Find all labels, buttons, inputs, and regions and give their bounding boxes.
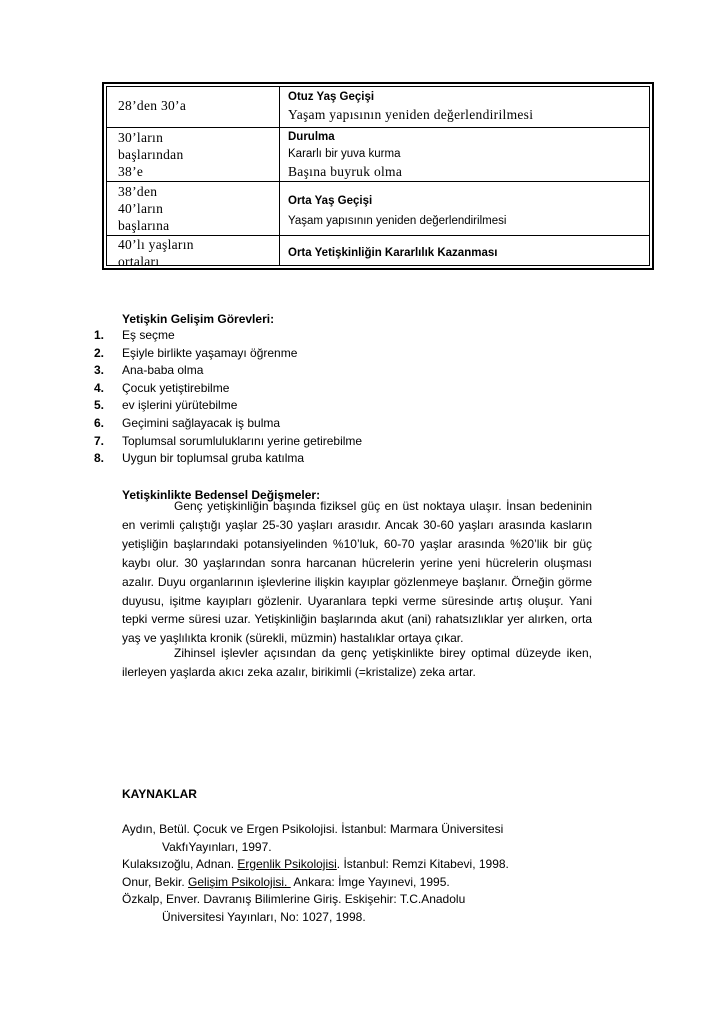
- reference-entry: [122, 821, 582, 856]
- stage-cell: [288, 245, 643, 262]
- list-number: 6.: [94, 415, 105, 430]
- list-number: 3.: [94, 363, 105, 378]
- reference-entry: [122, 891, 582, 926]
- stage-cell: [288, 129, 643, 180]
- reference-entry: [122, 856, 582, 874]
- reference-title: Gelişim Psikolojisi.: [188, 875, 291, 889]
- list-number: 2.: [94, 345, 105, 360]
- list-text: Toplumsal sorumluluklarını yerine getirebilme: [122, 433, 363, 448]
- list-number: 8.: [94, 451, 105, 466]
- reference-line: Aydın, Betül. Çocuk ve Ergen Psikolojisi. İstanbul: Marmara Üniversitesi: [122, 822, 504, 836]
- reference-line: Özkalp, Enver. Davranış Bilimlerine Giriş. Eskişehir: T.C.Anadolu: [122, 892, 466, 906]
- list-text: Çocuk yetiştirebilme: [122, 380, 230, 395]
- age-range-line: başlarından: [118, 147, 184, 162]
- age-range-cell: [118, 183, 268, 234]
- table-row: [107, 235, 649, 271]
- stage-title: Orta Yetişkinliğin Kararlılık Kazanması: [288, 247, 498, 259]
- age-range-line: 40’lı yaşların: [118, 237, 194, 252]
- stage-cell: [288, 89, 643, 123]
- list-number: 7.: [94, 433, 105, 448]
- age-range-cell: [118, 236, 268, 270]
- reference-title: Ergenlik Psikolojisi: [237, 857, 337, 871]
- table-row: [107, 181, 649, 235]
- age-range-line: başlarına: [118, 218, 170, 233]
- reference-publisher: . İstanbul: Remzi Kitabevi, 1998.: [336, 857, 509, 871]
- list-text: Eş seçme: [122, 328, 175, 342]
- list-text: Ana-baba olma: [122, 363, 204, 378]
- tasks-heading: Yetişkin Gelişim Görevleri:: [122, 312, 275, 326]
- age-range-cell: [118, 98, 268, 114]
- age-range-cell: [118, 129, 268, 180]
- reference-author: Onur, Bekir.: [122, 875, 189, 889]
- list-text: Uygun bir toplumsal gruba katılma: [122, 451, 305, 466]
- body-changes-paragraph: Genç yetişkinliğin başında fiziksel güç en üst noktaya ulaşır. İnsan bedeninin en verimli çalıştığı yaşlar 25-30 yaşları arasıdır. Ancak 30-60 yaşları arasında kasların yetişliğin başlarındaki potansiyelinden %10’luk, 60-70 yaşlar arasında %20’lik bir güç kaybı olur. 30 yaşlarından sonra harcanan hücrelerin yerine yeni hücrelerin oluşması azalır. Duyu organlarının işlevlerine ilişkin kayıplar gözlenmeye başlanır. Örneğin görme duyusu, işitme kayıpları gözlenir. Uyaranlara tepki verme süresinde artış oluşur. Yani tepki verme süresi uzar. Yetişkinliğin başlarında akut (ani) rahatsızlıklar yer alırken, orta yaş ve yaşlılıkta kronik (sürekli, müzmin) hastalıklar ortaya çıkar.: [122, 499, 592, 646]
- age-range-line: 40’ların: [118, 201, 164, 216]
- age-range-line: ortaları: [118, 254, 160, 269]
- reference-entry: [122, 874, 582, 892]
- life-stages-table: [102, 82, 654, 270]
- stage-title: Durulma: [288, 131, 335, 143]
- reference-line: Üniversitesi Yayınları, No: 1027, 1998.: [162, 909, 366, 924]
- reference-publisher: Ankara: İmge Yayınevi, 1995.: [290, 875, 450, 889]
- stage-title: Orta Yaş Geçişi: [288, 195, 373, 207]
- stage-cell: [288, 191, 643, 231]
- stage-description: Yaşam yapısının yeniden değerlendirilmesi: [288, 215, 507, 227]
- list-text: ev işlerini yürütebilme: [122, 398, 238, 413]
- body-changes-heading: Yetişkinlikte Bedensel Değişmeler:: [122, 488, 321, 502]
- table-row: [107, 87, 649, 127]
- list-text: Eşiyle birlikte yaşamayı öğrenme: [122, 345, 298, 360]
- age-range-line: 38’den: [118, 184, 158, 199]
- stage-title: Otuz Yaş Geçişi: [288, 91, 375, 103]
- list-number: 1.: [94, 328, 105, 342]
- references-heading: KAYNAKLAR: [122, 787, 197, 801]
- table-row: [107, 127, 649, 181]
- age-range-line: 30’ların: [118, 130, 164, 145]
- reference-line: VakfıYayınları, 1997.: [162, 839, 272, 854]
- list-number: 5.: [94, 398, 105, 413]
- stage-description: Yaşam yapısının yeniden değerlendirilmesi: [288, 107, 534, 122]
- cognitive-changes-paragraph: Zihinsel işlevler açısından da genç yetişkinlikte birey optimal düzeyde iken, ilerleyen yaşlarda akıcı zeka azalır, birikimli (=kristalize) zeka artar.: [122, 646, 592, 679]
- list-text: Geçimini sağlayacak iş bulma: [122, 415, 281, 430]
- stage-description: Başına buyruk olma: [288, 164, 403, 179]
- reference-author: Kulaksızoğlu, Adnan.: [122, 857, 238, 871]
- age-range-line: 38’e: [118, 164, 144, 179]
- list-number: 4.: [94, 380, 105, 395]
- stage-description: Kararlı bir yuva kurma: [288, 148, 401, 160]
- age-range-line: 28’den 30’a: [118, 98, 187, 113]
